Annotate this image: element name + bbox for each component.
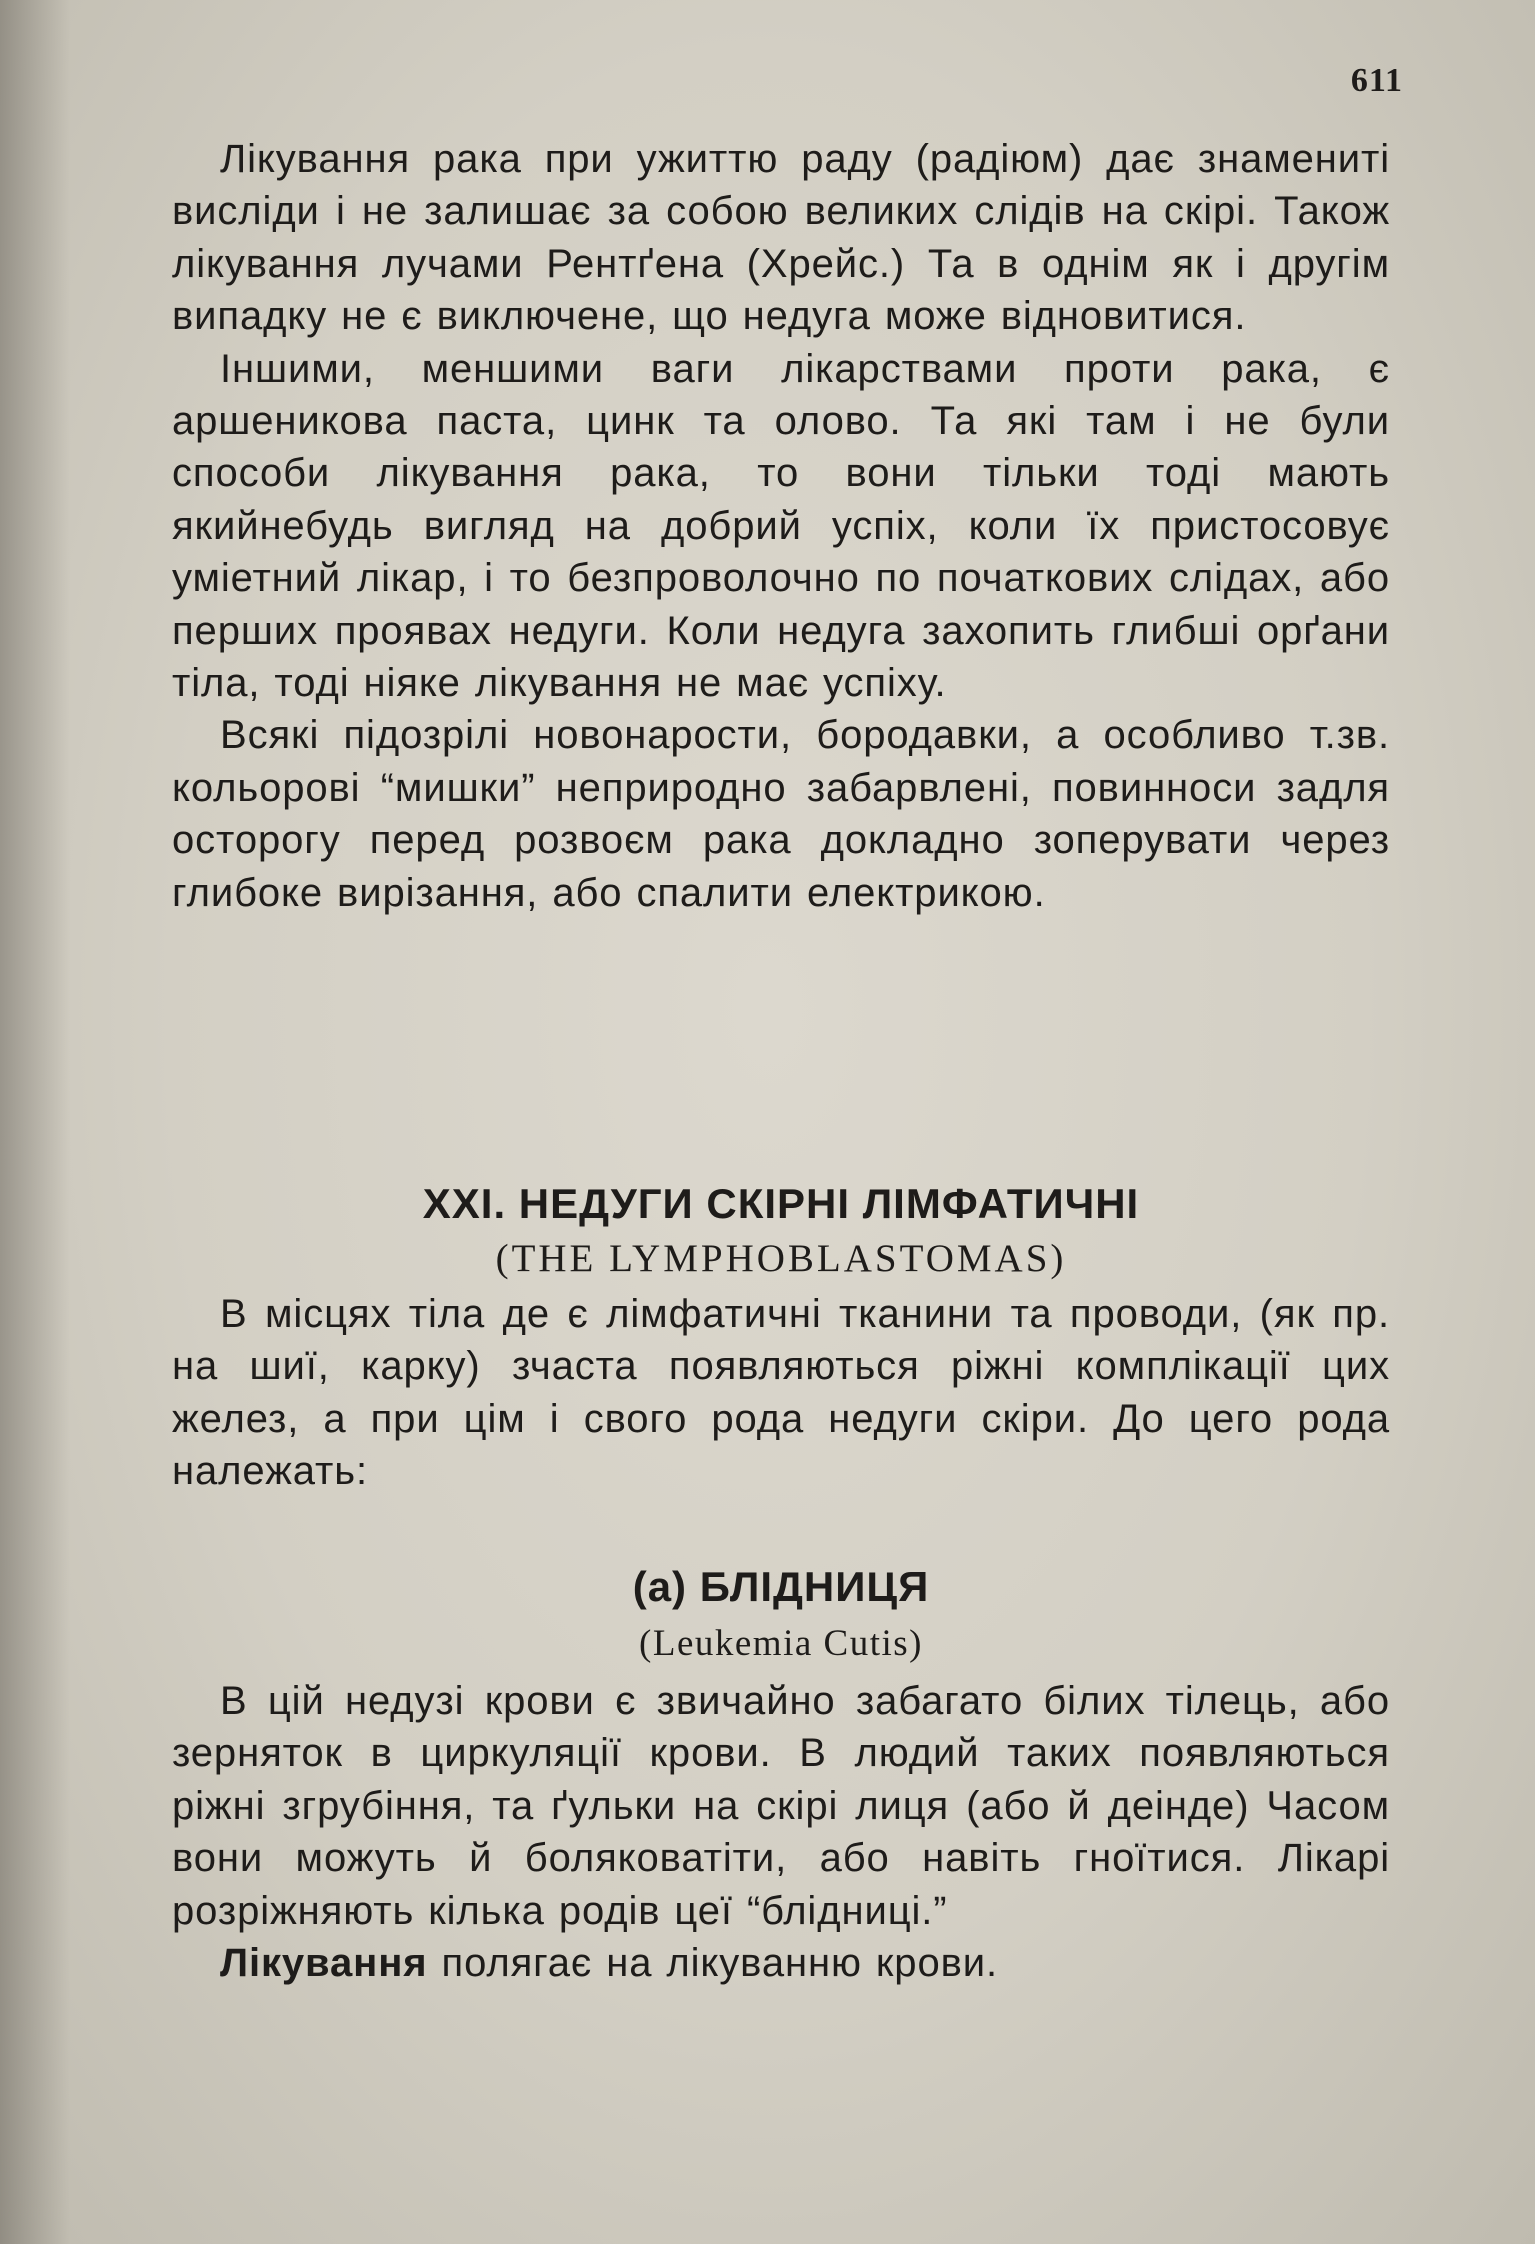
treatment-label: Лікування (220, 1941, 428, 1986)
section-title: XXI. НЕДУГИ СКІРНІ ЛІМФАТИЧНІ (422, 1180, 1140, 1227)
page-number: 611 (1350, 62, 1403, 99)
section-subtitle: (THE LYMPHOBLASTOMAS) (495, 1237, 1067, 1280)
section-body (172, 1288, 1390, 1498)
subsection-subtitle: (Leukemia Cutis) (639, 1623, 923, 1664)
page-shadow (0, 0, 70, 2244)
paragraph-treatment (172, 1937, 1390, 1989)
paragraph-radium-treatment: Лікування рака при ужиттю раду (радіюм) дає знамениті висліди і не залишає за собою великих слідів на скірі. Також лікування лучами Рентґена (Хрейс.) Та в однім як і другім випадку не є виключене, що недуга може відновитися. (172, 137, 1390, 339)
treatment-text: полягає на лікуванню крови. (427, 1941, 999, 1986)
subsection-body (172, 1675, 1390, 1989)
subsection-title: (а) БЛІДНИЦЯ (632, 1563, 930, 1610)
top-paragraphs (172, 133, 1390, 919)
paragraph-suspicious-growths: Всякі підозрілі новонарости, бородавки, а особливо т.зв. кольорові “мишки” неприродно забарвлені, повинноси задля осторогу перед розвоєм рака докладно зоперувати через глибоке вирізання, або спалити електрикою. (172, 713, 1390, 915)
paragraph-leukemia-cutis: В цій недузі крови є звичайно забагато білих тілець, або зерняток в циркуляції крови. В людий таких появляються ріжні згрубіння, та ґульки на скірі лиця (або й деінде) Часом вони можуть й боляковатіти, або навіть гноїтися. Лікарі розріжняють кілька родів цеї “блідниці.” (172, 1679, 1390, 1933)
paragraph-lymphatic-intro: В місцях тіла де є лімфатичні тканини та проводи, (як пр. на шиї, карку) зчаста появляються ріжні комплікації цих желез, а при цім і свого рода недуги скіри. До цего рода належать: (172, 1292, 1390, 1494)
paragraph-other-medicines: Іншими, меншими ваги лікарствами проти рака, є аршеникова паста, цинк та олово. Та які там і не були способи лікування рака, то вони тільки тоді мають якийнебудь вигляд на добрий успіх, коли їх пристосовує уміетний лікар, і то безпроволочно по початкових слідах, або перших проявах недуги. Коли недуга захопить глибші орґани тіла, тоді ніяке лікування не має успіху. (172, 346, 1390, 706)
